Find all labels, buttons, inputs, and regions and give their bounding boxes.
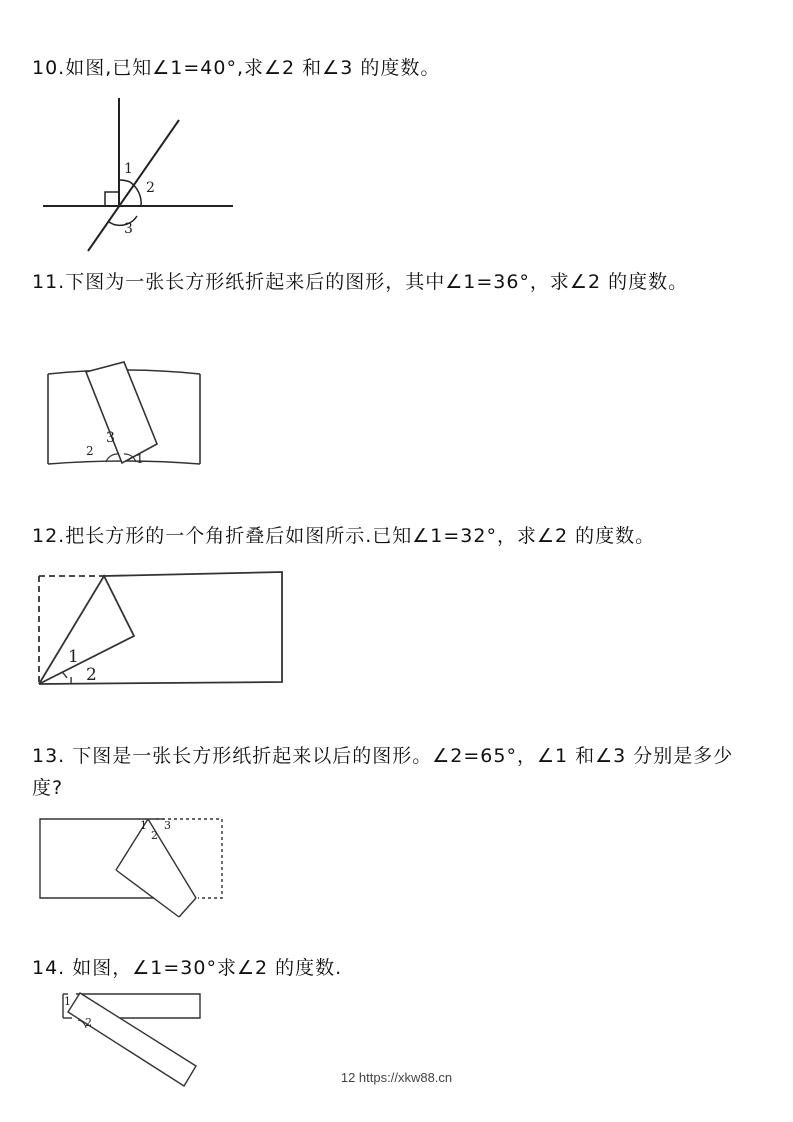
angle-label-1: 1 [124, 161, 133, 177]
page-footer: 12 https://xkw88.cn [340, 1070, 453, 1085]
angle-label-2: 2 [146, 180, 155, 196]
angle-label-2: 2 [86, 665, 97, 685]
angle-label-2: 2 [85, 1016, 92, 1029]
question-12-text: 12.把长方形的一个角折叠后如图所示.已知∠1=32°，求∠2 的度数。 [32, 525, 656, 547]
question-14-text: 14. 如图，∠1=30°求∠2 的度数. [32, 957, 343, 979]
angle-label-3: 3 [164, 819, 171, 832]
question-13-text: 13. 下图是一张长方形纸折起来以后的图形。∠2=65°，∠1 和∠3 分别是多少度? [32, 745, 734, 799]
angle-label-2: 2 [86, 444, 94, 458]
question-10-text: 10.如图,已知∠1=40°,求∠2 和∠3 的度数。 [32, 57, 441, 79]
angle-label-3: 3 [124, 221, 133, 237]
angle-label-1: 1 [64, 995, 71, 1008]
angle-label-1: 1 [140, 819, 147, 832]
angle-label-2: 2 [151, 829, 158, 842]
figure-12 [34, 566, 288, 692]
angle-label-1: 1 [68, 647, 79, 667]
figure-10 [38, 95, 238, 255]
angle-label-1: 1 [136, 452, 144, 466]
angle-label-3: 3 [106, 430, 115, 446]
figure-13 [36, 812, 228, 922]
figure-11 [44, 358, 209, 470]
question-11-text: 11.下图为一张长方形纸折起来后的图形，其中∠1=36°，求∠2 的度数。 [32, 271, 689, 293]
